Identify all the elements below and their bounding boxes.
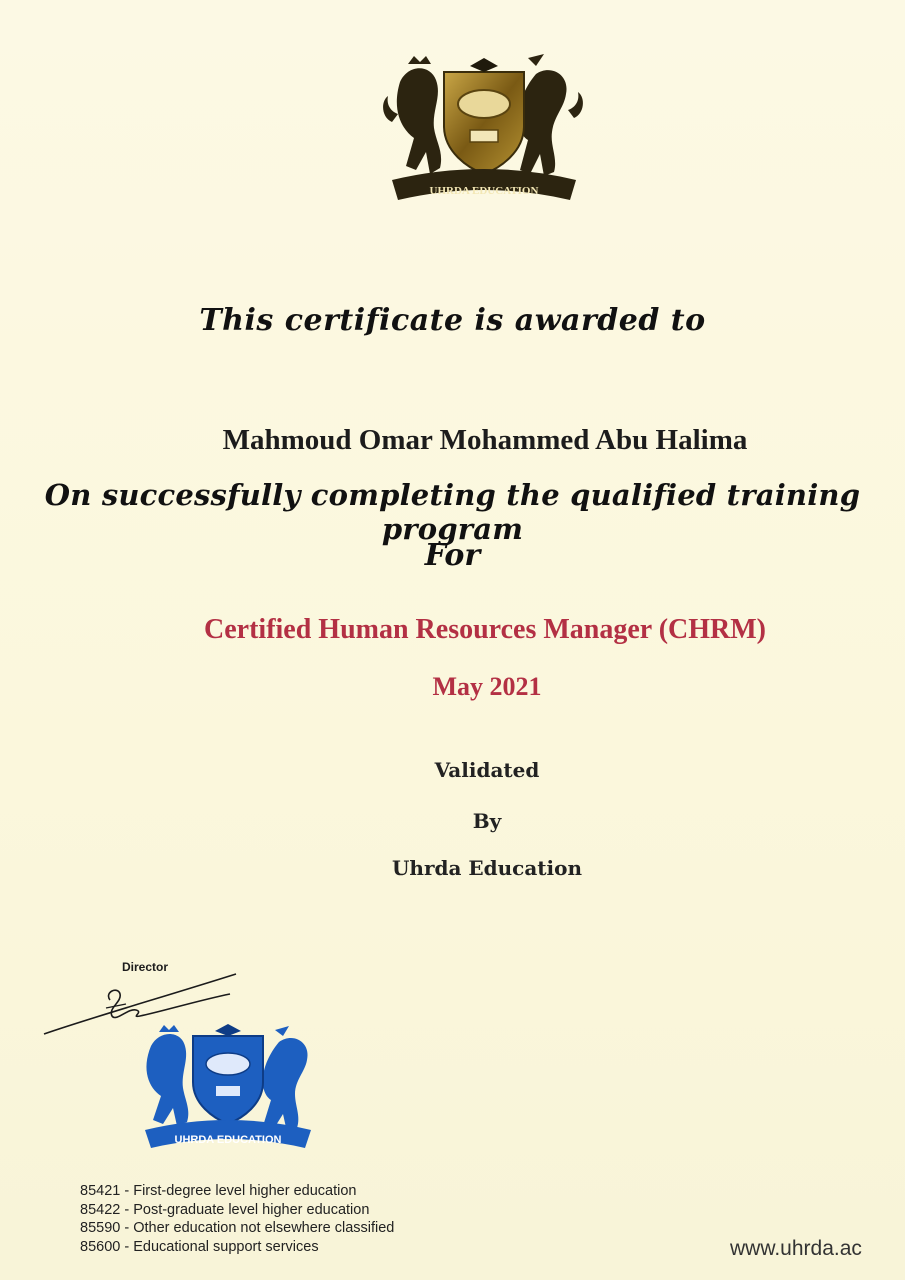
by-label: By	[472, 809, 502, 833]
program-title: Certified Human Resources Manager (CHRM)	[204, 614, 766, 645]
gold-crest-banner-text: UHRDA EDUCATION	[429, 185, 539, 197]
for-line: For	[424, 538, 481, 573]
organization-name: Uhrda Education	[391, 856, 583, 880]
uhrda-gold-crest-icon	[378, 52, 590, 210]
website-url: www.uhrda.ac	[730, 1237, 862, 1260]
awarded-line: This certificate is awarded to	[199, 303, 706, 338]
recipient-name: Mahmoud Omar Mohammed Abu Halima	[222, 424, 748, 456]
classification-codes	[80, 1182, 394, 1256]
award-date: May 2021	[432, 672, 542, 701]
stamp-banner-text: UHRDA EDUCATION	[174, 1134, 282, 1146]
director-label: Director	[122, 960, 169, 974]
code-item: 85590 - Other education not elsewhere classified	[80, 1220, 395, 1236]
code-item: 85422 - Post-graduate level higher education	[80, 1201, 370, 1218]
completion-line: On successfully completing the qualified training program	[44, 478, 861, 546]
code-item: 85600 - Educational support services	[80, 1238, 319, 1255]
validated-label: Validated	[434, 758, 540, 782]
code-item: 85421 - First-degree level higher education	[80, 1183, 357, 1199]
uhrda-blue-stamp-icon	[135, 1022, 320, 1157]
